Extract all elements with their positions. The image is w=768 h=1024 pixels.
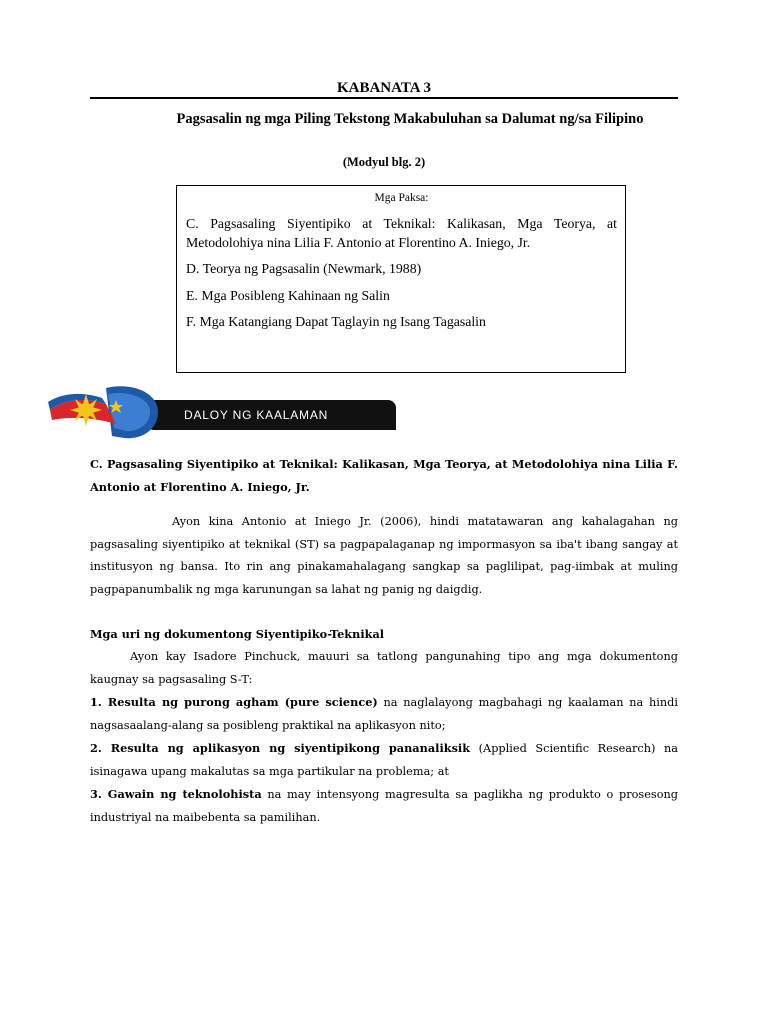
list-item: [90, 783, 678, 829]
title-rule: [90, 97, 678, 99]
list-item-bold: 3. Gawain ng teknolohista: [90, 787, 262, 801]
section-banner: [46, 380, 406, 440]
list-item: [90, 737, 678, 783]
philippine-sun-logo-icon: [46, 380, 161, 440]
module-number: (Modyul blg. 2): [342, 155, 426, 169]
list-item-bold: 1. Resulta ng purong agham (pure science): [90, 695, 378, 709]
types-list: [90, 691, 678, 829]
topic-item-e: E. Mga Posibleng Kahinaan ng Salin: [186, 287, 390, 303]
paragraph-intro: [90, 511, 678, 601]
topic-item-f: F. Mga Katangiang Dapat Taglayin ng Isang Tagasalin: [186, 314, 486, 329]
topic-item-c: C. Pagsasaling Siyentipiko at Teknikal: Kalikasan, Mga Teorya, at Metodolohiya nina Lilia F. Antonio at Florentino A. Iniego, Jr.: [186, 216, 617, 250]
chapter-title: KABANATA 3: [336, 80, 432, 96]
list-item-text: na may intensyong magresulta sa paglikha ng produkto o prosesong industriyal na maibebenta sa pamilihan.: [90, 788, 679, 824]
types-intro: [90, 646, 678, 691]
module-title: Pagsasalin ng mga Piling Tekstong Makabuluhan sa Dalumat ng/sa Filipino: [176, 111, 644, 127]
topics-box: [176, 185, 626, 373]
list-item-bold: 2. Resulta ng aplikasyon ng siyentipikong pananaliksik: [90, 741, 471, 755]
topic-item-d: D. Teorya ng Pagsasalin (Newmark, 1988): [186, 261, 422, 276]
list-item-text: na naglalayong magbahagi ng kaalaman na hindi nagsasaalang-alang sa posibleng praktikal na aplikasyon nito;: [90, 696, 678, 732]
list-item: [90, 691, 678, 737]
types-intro-text: Ayon kay Isadore Pinchuck, mauuri sa tatlong pangunahing tipo ang mga dokumentong kaugnay sa pagsasaling S-T:: [90, 650, 678, 686]
paragraph-intro-text: Ayon kina Antonio at Iniego Jr. (2006), hindi matatawaran ang kahalagahan ng pagsasaling siyentipiko at teknikal (ST) sa pagpapalaganap ng impormasyon sa iba't ibang sangay at institusyon ng bansa. Ito rin ang pinakamahalagang sangkap sa paglilipat, pag-iimbak at muling pagpapanumbalik ng mga karunungan sa lahat ng panig ng daigdig.: [90, 515, 678, 596]
banner-label: DALOY NG KAALAMAN: [146, 400, 396, 430]
types-subheading: Mga uri ng dokumentong Siyentipiko-Teknikal: [90, 627, 385, 641]
list-item-text: (Applied Scientific Research) na isinagawa upang makalutas sa mga partikular na problema; at: [90, 742, 678, 778]
topics-heading: Mga Paksa:: [374, 192, 429, 204]
section-title: C. Pagsasaling Siyentipiko at Teknikal: Kalikasan, Mga Teorya, at Metodolohiya nina Lilia F. Antonio at Florentino A. Iniego, Jr.: [90, 457, 678, 494]
